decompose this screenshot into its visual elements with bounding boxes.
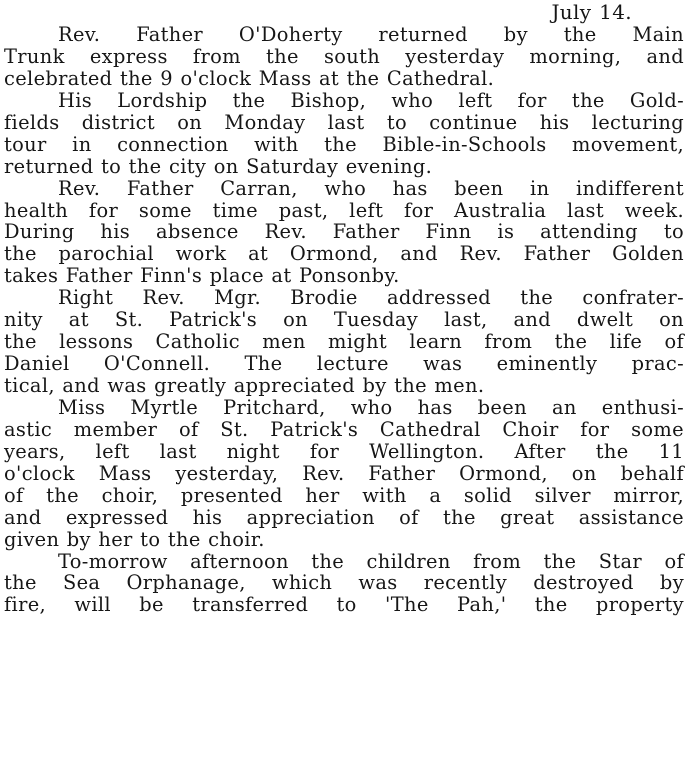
paragraph-brodie (4, 287, 684, 397)
text-line: Rev. Father O'Doherty returned by the Main (58, 23, 684, 46)
text-line: To-morrow afternoon the children from the Star of (58, 549, 684, 573)
text-line: His Lordship the Bishop, who left for the Gold- (58, 88, 684, 112)
paragraph-carran (4, 178, 684, 288)
text-line: given by her to the choir. (4, 527, 265, 551)
text-line: health for some time past, left for Australia last week. (4, 198, 684, 222)
text-line: and expressed his appreciation of the great assistance (4, 505, 684, 529)
text-line: Rev. Father Carran, who has been in indifferent (58, 176, 684, 200)
text-line: nity at St. Patrick's on Tuesday last, and dwelt on (4, 308, 684, 332)
text-line: tical, and was greatly appreciated by the men. (4, 374, 485, 397)
news-column (4, 0, 684, 616)
paragraph-bishop (4, 90, 684, 178)
text-line: fire, will be transferred to 'The Pah,' the property (4, 593, 684, 617)
paragraph-orphanage (4, 551, 684, 617)
text-line: Trunk express from the south yesterday morning, and (4, 44, 684, 68)
dateline: July 14. (551, 0, 632, 24)
text-line: years, left last night for Wellington. After the 11 (4, 439, 684, 463)
text-line: celebrated the 9 o'clock Mass at the Cathedral. (4, 66, 495, 90)
text-line: of the choir, presented her with a solid silver mirror, (4, 483, 684, 507)
text-line: astic member of St. Patrick's Cathedral Choir for some (4, 417, 684, 441)
text-line: o'clock Mass yesterday, Rev. Father Ormond, on behalf (4, 461, 684, 485)
text-line: the parochial work at Ormond, and Rev. Father Golden (4, 242, 684, 266)
text-line: the lessons Catholic men might learn from the life of (4, 330, 684, 354)
text-line: Daniel O'Connell. The lecture was eminently prac- (4, 352, 684, 376)
text-line: tour in connection with the Bible-in-Schools movement, (4, 132, 684, 156)
paragraph-odoherty (4, 24, 684, 90)
text-line: fields district on Monday last to continue his lecturing (4, 110, 684, 134)
text-line: takes Father Finn's place at Ponsonby. (4, 264, 400, 288)
paragraph-pritchard (4, 397, 684, 551)
text-line: the Sea Orphanage, which was recently destroyed by (4, 571, 684, 595)
text-line: Right Rev. Mgr. Brodie addressed the confrater- (58, 286, 684, 310)
text-line: Miss Myrtle Pritchard, who has been an enthusi- (58, 395, 684, 419)
text-line: returned to the city on Saturday evening. (4, 154, 433, 178)
text-line: During his absence Rev. Father Finn is attending to (4, 220, 684, 244)
